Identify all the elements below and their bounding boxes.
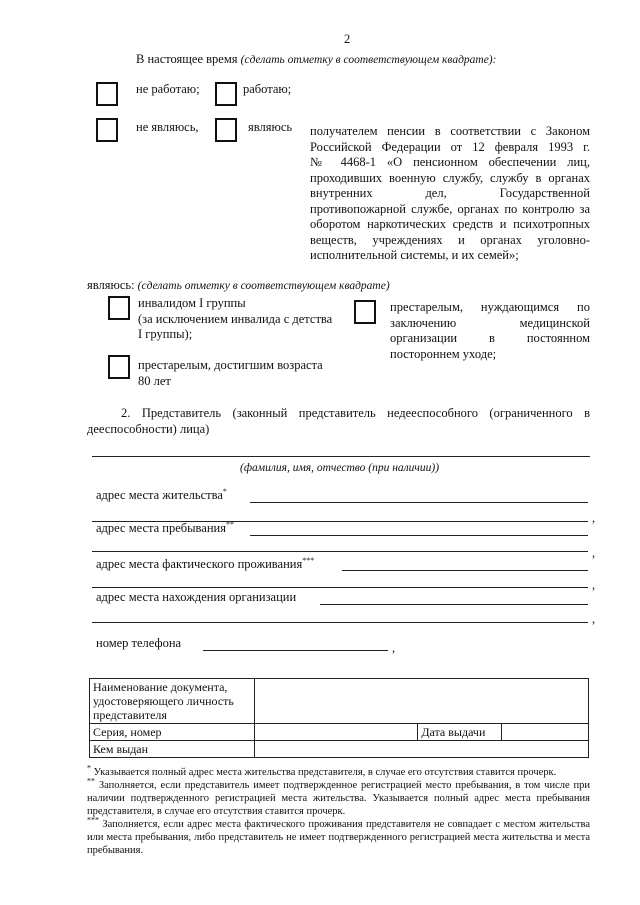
elderly-care-line: постороннем уходе;: [390, 346, 497, 361]
disabled-group1-checkbox[interactable]: [108, 296, 130, 320]
actual-mark: ***: [302, 555, 315, 565]
not-pensioner-checkbox[interactable]: [96, 118, 118, 142]
stay-input-line-2[interactable]: [92, 551, 588, 552]
employment-intro-text: В настоящее время: [136, 52, 238, 66]
disabled-line: (за исключением инвалида с детства: [138, 311, 333, 326]
table-row: [90, 724, 589, 741]
issue-date-label: Дата выдачи: [418, 724, 502, 741]
pension-line: Российской Федерации от 12 февраля 1993 г.: [310, 139, 590, 154]
doc-name-cell[interactable]: [254, 679, 588, 724]
residence-comma: ,: [592, 511, 596, 525]
status-intro: [87, 278, 390, 295]
representative-heading-line: 2. Представитель (законный представитель недееспособного (ограниченного в: [121, 406, 590, 420]
identity-document-table: [89, 678, 589, 758]
working-label: работаю;: [243, 82, 292, 96]
pension-line: веществ, учреждениях и органах уголовно-: [310, 232, 590, 247]
pensioner-checkbox[interactable]: [215, 118, 237, 142]
elderly-80-checkbox[interactable]: [108, 355, 130, 379]
pension-line: противопожарной службе, органах по контролю за: [310, 201, 590, 216]
org-input-line-2[interactable]: [92, 622, 588, 623]
elderly-care-line: организации в постоянном: [390, 331, 590, 345]
residence-label-text: адрес места жительства: [96, 488, 223, 502]
status-note: (сделать отметку в соответствующем квадрате): [137, 280, 390, 292]
pension-line: исполнительной системы, и их семей»;: [310, 248, 519, 262]
representative-heading: [87, 406, 590, 437]
representative-heading-line: дееспособности) лица): [87, 421, 210, 436]
phone-input-line[interactable]: [203, 650, 388, 651]
series-cell[interactable]: [254, 724, 418, 741]
footnote-mark: **: [87, 776, 95, 786]
actual-label-text: адрес места фактического проживания: [96, 557, 303, 571]
residence-input-line[interactable]: [250, 502, 588, 503]
doc-name-line: Наименование документа,: [93, 680, 228, 694]
elderly-80-label: [138, 358, 323, 389]
stay-mark: **: [225, 519, 234, 529]
org-label: адрес места нахождения организации: [96, 590, 297, 604]
footnote-mark: *: [87, 763, 91, 773]
elderly-care-line: заключению медицинской: [390, 315, 590, 330]
disabled-line: инвалидом I группы: [138, 296, 246, 310]
not-working-label: не работаю;: [136, 82, 200, 96]
issue-date-cell[interactable]: [502, 724, 589, 741]
issued-by-label: Кем выдан: [90, 741, 255, 758]
series-label: Серия, номер: [90, 724, 255, 741]
stay-label: [96, 521, 234, 537]
status-intro-text: являюсь:: [87, 278, 135, 292]
actual-input-line-2[interactable]: [92, 587, 588, 588]
stay-comma: ,: [592, 546, 596, 560]
footnote-1: [87, 763, 590, 779]
table-row: [90, 741, 589, 758]
elderly-80-line: 80 лет: [138, 373, 171, 388]
not-pensioner-label: не являюсь,: [136, 120, 199, 134]
pension-line: № 4468-1 «О пенсионном обеспечении лиц,: [310, 155, 590, 169]
pensioner-label: являюсь: [248, 120, 293, 134]
actual-comma: ,: [592, 578, 596, 592]
pension-line: получателем пенсии в соответствии с Законом: [310, 124, 590, 138]
disabled-group1-label: [138, 296, 332, 343]
elderly-care-line: престарелым, нуждающимся по: [390, 300, 590, 314]
doc-name-line: представителя: [93, 708, 167, 722]
working-checkbox[interactable]: [215, 82, 237, 106]
pension-law-text: [310, 124, 590, 264]
doc-name-label: [90, 679, 255, 724]
footnote-mark: ***: [87, 815, 99, 825]
stay-input-line[interactable]: [250, 535, 588, 536]
pension-line: проходивших военную службу, службу в органах: [310, 170, 590, 185]
residence-mark: *: [222, 486, 227, 496]
employment-note: (сделать отметку в соответствующем квадрате):: [240, 54, 497, 66]
stay-label-text: адрес места пребывания: [96, 521, 226, 535]
doc-name-line: удостоверяющего личность: [93, 694, 234, 708]
table-row: [90, 679, 589, 724]
footnote-3: [87, 815, 590, 857]
footnote-text: Заполняется, если адрес места фактического проживания представителя не совпадает с местом жительства или места пребывания, либо представитель не имеет подтвержденного регистрацией места жительства и места пребывания.: [87, 819, 590, 856]
page-number: 2: [344, 32, 351, 46]
employment-intro: [136, 52, 496, 69]
phone-comma: ,: [392, 641, 396, 655]
disabled-line: I группы);: [138, 327, 193, 341]
elderly-80-line: престарелым, достигшим возраста: [138, 358, 323, 372]
issued-by-cell[interactable]: [254, 741, 588, 758]
org-comma: ,: [592, 612, 596, 626]
org-input-line[interactable]: [320, 604, 588, 605]
elderly-care-label: [390, 300, 590, 362]
name-caption: (фамилия, имя, отчество (при наличии)): [240, 462, 440, 474]
actual-input-line[interactable]: [342, 570, 588, 571]
pension-line: оборотом наркотических средств и психотропных: [310, 217, 590, 231]
name-line[interactable]: [92, 456, 590, 457]
elderly-care-checkbox[interactable]: [354, 300, 376, 324]
residence-label: [96, 488, 227, 504]
footnote-text: Указывается полный адрес места жительства представителя, в случае его отсутствия ставится прочерк.: [93, 767, 557, 778]
footnote-2: [87, 776, 590, 818]
actual-label: [96, 557, 314, 573]
pension-line: внутренних дел, Государственной: [310, 186, 590, 200]
not-working-checkbox[interactable]: [96, 82, 118, 106]
phone-label: номер телефона: [96, 636, 182, 650]
footnote-text: Заполняется, если представитель имеет подтвержденное регистрацией место пребывания, в том числе при наличии подтвержденного регистрацией места жительства. Указывается полный адрес места пребывания представителя, в случае его отсутствия ставится прочерк.: [87, 780, 590, 817]
